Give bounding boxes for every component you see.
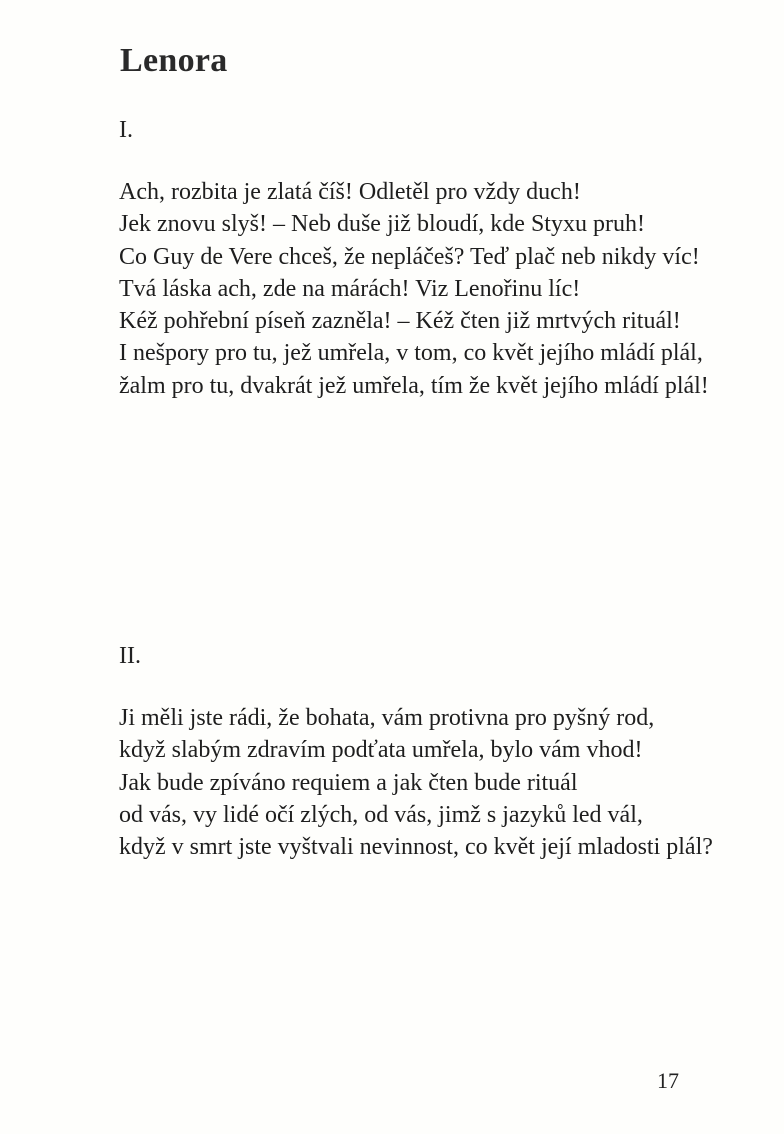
verse-line: Jek znovu slyš! – Neb duše již bloudí, kde Styxu pruh! (119, 211, 645, 238)
stanza-1 (119, 176, 719, 402)
poem-title: Lenora (120, 42, 228, 79)
verse-line: Kéž pohřební píseň zazněla! – Kéž čten již mrtvých rituál! (119, 308, 681, 335)
section-number: I. (119, 117, 133, 143)
verse-line: Tvá láska ach, zde na márách! Viz Lenořinu líc! (119, 275, 581, 302)
verse-line: Co Guy de Vere chceš, že nepláčeš? Teď plač neb nikdy víc! (119, 243, 700, 270)
verse-line: žalm pro tu, dvakrát jež umřela, tím že květ jejího mládí plál! (119, 372, 709, 399)
verse-line: Ach, rozbita je zlatá číš! Odletěl pro vždy duch! (119, 179, 581, 205)
page-number: 17 (657, 1068, 679, 1093)
verse-line: Ji měli jste rádi, že bohata, vám protivna pro pyšný rod, (119, 705, 655, 731)
verse-line: když v smrt jste vyštvali nevinnost, co květ její mladosti plál? (119, 834, 713, 861)
stanza-2 (119, 702, 719, 863)
section-number: II. (119, 643, 141, 669)
verse-line: když slabým zdravím podťata umřela, bylo vám vhod! (119, 737, 643, 764)
verse-line: Jak bude zpíváno requiem a jak čten bude rituál (119, 769, 578, 796)
verse-line: od vás, vy lidé očí zlých, od vás, jimž s jazyků led vál, (119, 801, 643, 828)
verse-line: I nešpory pro tu, jež umřela, v tom, co květ jejího mládí plál, (119, 340, 703, 367)
